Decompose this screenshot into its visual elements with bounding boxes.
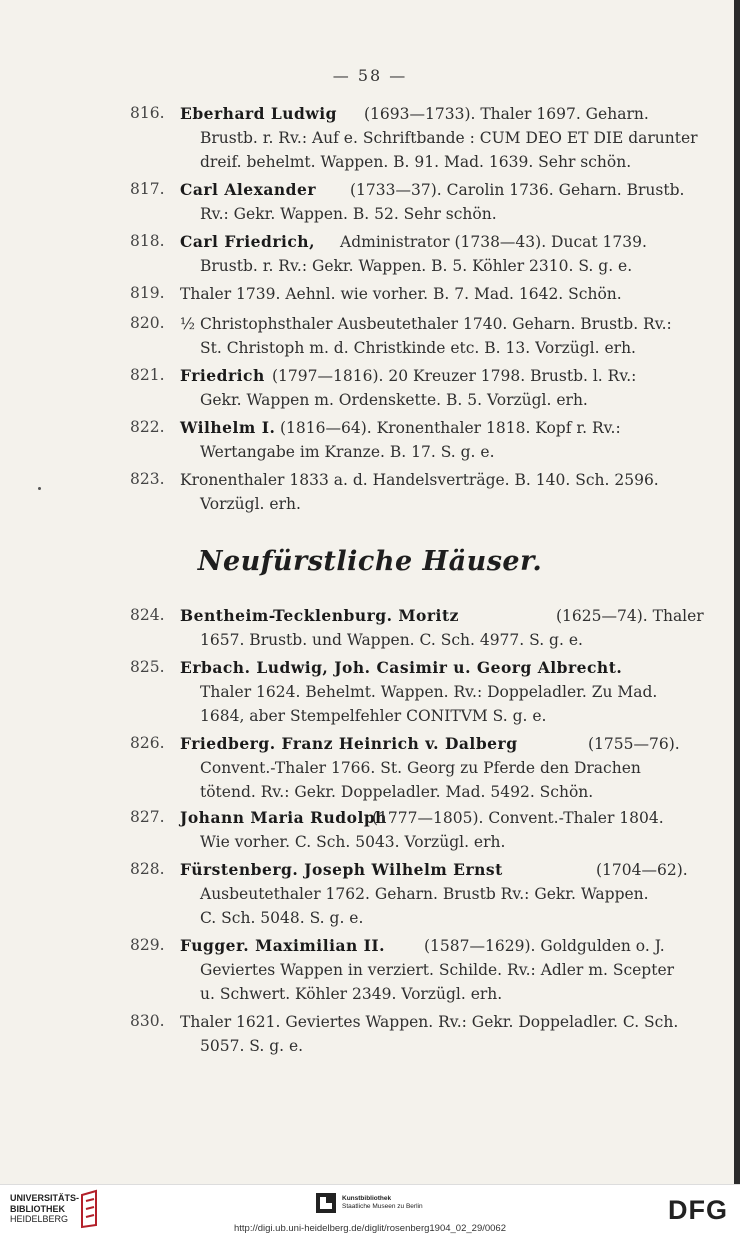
entry-number: 819.: [130, 284, 165, 302]
entry-text: (1755—76).: [588, 735, 680, 753]
entry-text: Kronenthaler 1833 a. d. Handelsverträge. B. 140. Sch. 2596.: [180, 471, 659, 489]
entry-text: (1816—64). Kronenthaler 1818. Kopf r. Rv.:: [280, 419, 621, 437]
entry-ruler: Fugger. Maximilian II.: [180, 936, 386, 955]
entry-text: Administrator (1738—43). Ducat 1739.: [340, 233, 647, 251]
entry-ruler: Friedberg. Franz Heinrich v. Dalberg: [180, 734, 518, 753]
entry-number: 822.: [130, 418, 165, 436]
entry-number: 826.: [130, 734, 165, 752]
entry-text: (1587—1629). Goldgulden o. J.: [424, 937, 665, 955]
dfg-logo[interactable]: DFG: [668, 1195, 728, 1225]
entry-text: Wertangabe im Kranze. B. 17. S. g. e.: [200, 443, 495, 461]
entry-text: Geviertes Wappen in verziert. Schilde. Rv.: Adler m. Scepter: [200, 961, 675, 979]
entry-text: Thaler 1739. Aehnl. wie vorher. B. 7. Mad. 1642. Schön.: [180, 285, 622, 303]
entry-number: 828.: [130, 860, 165, 878]
entry-text: Gekr. Wappen m. Ordenskette. B. 5. Vorzügl. erh.: [200, 391, 588, 409]
entry-text: Thaler 1621. Geviertes Wappen. Rv.: Gekr. Doppeladler. C. Sch.: [180, 1013, 679, 1031]
entry-ruler: Johann Maria Rudolph: [180, 808, 387, 827]
library-line: BIBLIOTHEK: [10, 1203, 65, 1214]
entry-number: 824.: [130, 606, 165, 624]
entry-text: Brustb. r. Rv.: Gekr. Wappen. B. 5. Köhler 2310. S. g. e.: [200, 257, 633, 275]
entry-number: 829.: [130, 936, 165, 954]
source-url-link[interactable]: http://digi.ub.uni-heidelberg.de/diglit/rosenberg1904_02_29/0062: [233, 1223, 507, 1234]
kb-line: Kunstbibliothek: [342, 1195, 392, 1202]
entry-ruler: Wilhelm I.: [180, 418, 276, 437]
entry-text: (1704—62).: [596, 861, 688, 879]
entry-text: ½ Christophsthaler Ausbeutethaler 1740. Geharn. Brustb. Rv.:: [180, 315, 672, 333]
entry-text: 5057. S. g. e.: [200, 1037, 304, 1055]
entry-text: (1733—37). Carolin 1736. Geharn. Brustb.: [350, 181, 685, 199]
ub-heidelberg-label[interactable]: [10, 1193, 79, 1225]
entry-number: 820.: [130, 314, 165, 332]
entry-text: St. Christoph m. d. Christkinde etc. B. 13. Vorzügl. erh.: [200, 339, 636, 357]
entry-ruler: Bentheim-Tecklenburg. Moritz: [180, 606, 459, 625]
entry-number: 818.: [130, 232, 165, 250]
entry-text: Thaler 1624. Behelmt. Wappen. Rv.: Doppeladler. Zu Mad.: [200, 683, 658, 701]
entry-text: 1684, aber Stempelfehler CONITVM S. g. e.: [200, 707, 547, 725]
entry-text: C. Sch. 5048. S. g. e.: [200, 909, 364, 927]
kunstbibliothek-label[interactable]: [342, 1195, 423, 1211]
library-line: UNIVERSITÄTS-: [10, 1193, 80, 1203]
entry-number: 816.: [130, 104, 165, 122]
entry-text: (1797—1816). 20 Kreuzer 1798. Brustb. l. Rv.:: [272, 367, 637, 385]
entry-text: (1777—1805). Convent.-Thaler 1804.: [372, 809, 664, 827]
entry-text: (1625—74). Thaler: [556, 607, 704, 625]
entry-text: Brustb. r. Rv.: Auf e. Schriftbande : CUM DEO ET DIE darunter: [200, 129, 698, 147]
entry-ruler: Fürstenberg. Joseph Wilhelm Ernst: [180, 860, 503, 879]
entry-text: Ausbeutethaler 1762. Geharn. Brustb Rv.: Gekr. Wappen.: [200, 885, 649, 903]
kunstbibliothek-logo-icon: [316, 1193, 336, 1213]
entry-text: Rv.: Gekr. Wappen. B. 52. Sehr schön.: [200, 205, 497, 223]
entry-ruler: Carl Alexander: [180, 180, 317, 199]
entry-number: 827.: [130, 808, 165, 826]
entry-number: 830.: [130, 1012, 165, 1030]
section-title: Neufürstliche Häuser.: [197, 546, 543, 577]
entry-text: Vorzügl. erh.: [200, 495, 301, 513]
entry-ruler: Eberhard Ludwig: [180, 104, 337, 123]
entry-text: Wie vorher. C. Sch. 5043. Vorzügl. erh.: [200, 833, 506, 851]
entry-number: 823.: [130, 470, 165, 488]
entry-number: 821.: [130, 366, 165, 384]
entry-number: 825.: [130, 658, 165, 676]
page-number: — 58 —: [332, 66, 408, 85]
library-line: HEIDELBERG: [10, 1214, 69, 1224]
page-edge: [734, 0, 740, 1184]
kb-line: Staatliche Museen zu Berlin: [342, 1203, 423, 1210]
ink-speck: [38, 487, 41, 490]
entry-ruler: Erbach. Ludwig, Joh. Casimir u. Georg Albrecht.: [180, 658, 623, 677]
entry-text: Convent.-Thaler 1766. St. Georg zu Pferde den Drachen: [200, 759, 641, 777]
entry-text: (1693—1733). Thaler 1697. Geharn.: [364, 105, 649, 123]
footer-bar: [0, 1184, 740, 1237]
entry-text: tötend. Rv.: Gekr. Doppeladler. Mad. 5492. Schön.: [200, 783, 594, 801]
entry-text: dreif. behelmt. Wappen. B. 91. Mad. 1639. Sehr schön.: [200, 153, 632, 171]
entry-text: u. Schwert. Köhler 2349. Vorzügl. erh.: [200, 985, 503, 1003]
entry-number: 817.: [130, 180, 165, 198]
entry-text: 1657. Brustb. und Wappen. C. Sch. 4977. S. g. e.: [200, 631, 583, 649]
entry-ruler: Carl Friedrich,: [180, 232, 315, 251]
entry-ruler: Friedrich: [180, 366, 265, 385]
